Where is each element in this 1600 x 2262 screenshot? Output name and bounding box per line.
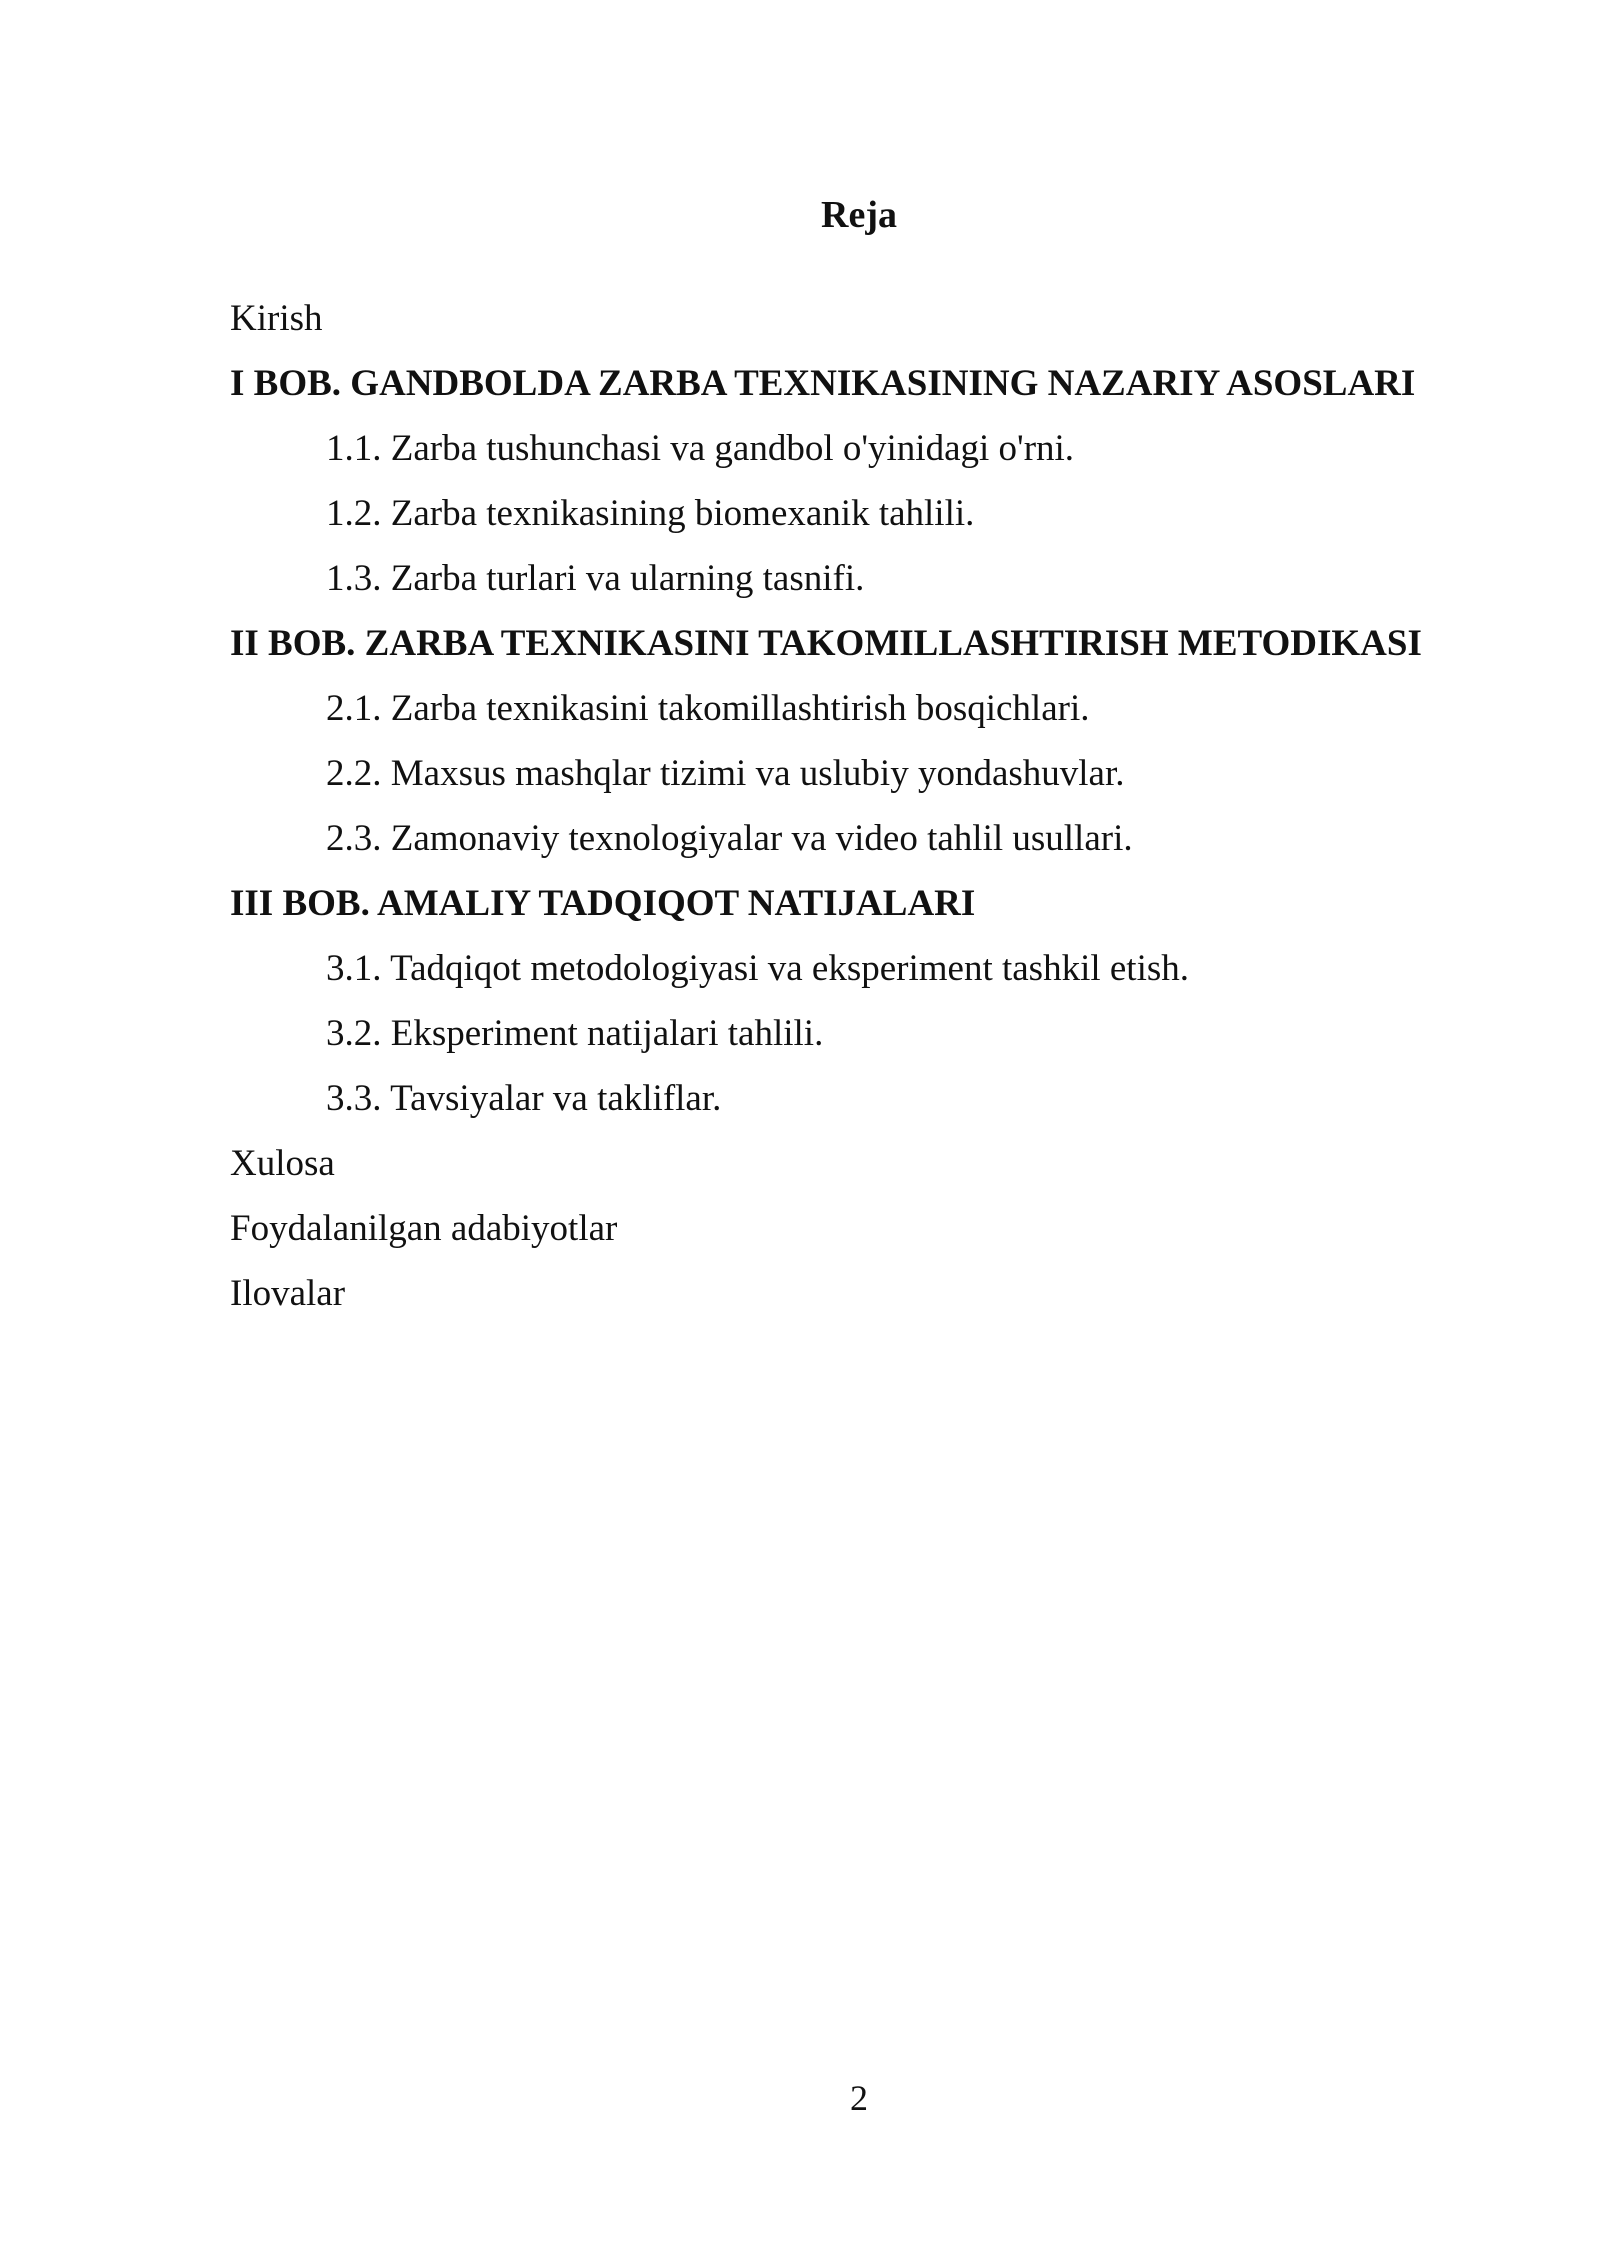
toc-section-1-2: 1.2. Zarba texnikasining biomexanik tahlili. (326, 493, 975, 534)
toc-chapter-1: I BOB. GANDBOLDA ZARBA TEXNIKASINING NAZARIY ASOSLARI (230, 363, 1416, 404)
toc-item-conclusion: Xulosa (230, 1143, 335, 1184)
table-of-contents (230, 286, 1530, 1326)
page-title: Reja (821, 194, 897, 236)
toc-chapter-2: II BOB. ZARBA TEXNIKASINI TAKOMILLASHTIRISH METODIKASI (230, 623, 1422, 664)
toc-section-3-1: 3.1. Tadqiqot metodologiyasi va eksperiment tashkil etish. (326, 948, 1190, 989)
toc-chapter-3: III BOB. AMALIY TADQIQOT NATIJALARI (230, 883, 976, 924)
toc-item-intro: Kirish (230, 298, 323, 339)
toc-section-1-3: 1.3. Zarba turlari va ularning tasnifi. (326, 558, 865, 599)
toc-section-3-2: 3.2. Eksperiment natijalari tahlili. (326, 1013, 824, 1054)
toc-item-appendices: Ilovalar (230, 1273, 346, 1314)
toc-section-3-3: 3.3. Tavsiyalar va takliflar. (326, 1078, 722, 1119)
toc-section-2-1: 2.1. Zarba texnikasini takomillashtirish bosqichlari. (326, 688, 1090, 729)
toc-section-2-2: 2.2. Maxsus mashqlar tizimi va uslubiy yondashuvlar. (326, 753, 1125, 794)
page-number: 2 (850, 2078, 868, 2118)
toc-section-1-1: 1.1. Zarba tushunchasi va gandbol o'yinidagi o'rni. (326, 428, 1075, 469)
toc-item-references: Foydalanilgan adabiyotlar (230, 1208, 618, 1249)
toc-section-2-3: 2.3. Zamonaviy texnologiyalar va video tahlil usullari. (326, 818, 1133, 859)
